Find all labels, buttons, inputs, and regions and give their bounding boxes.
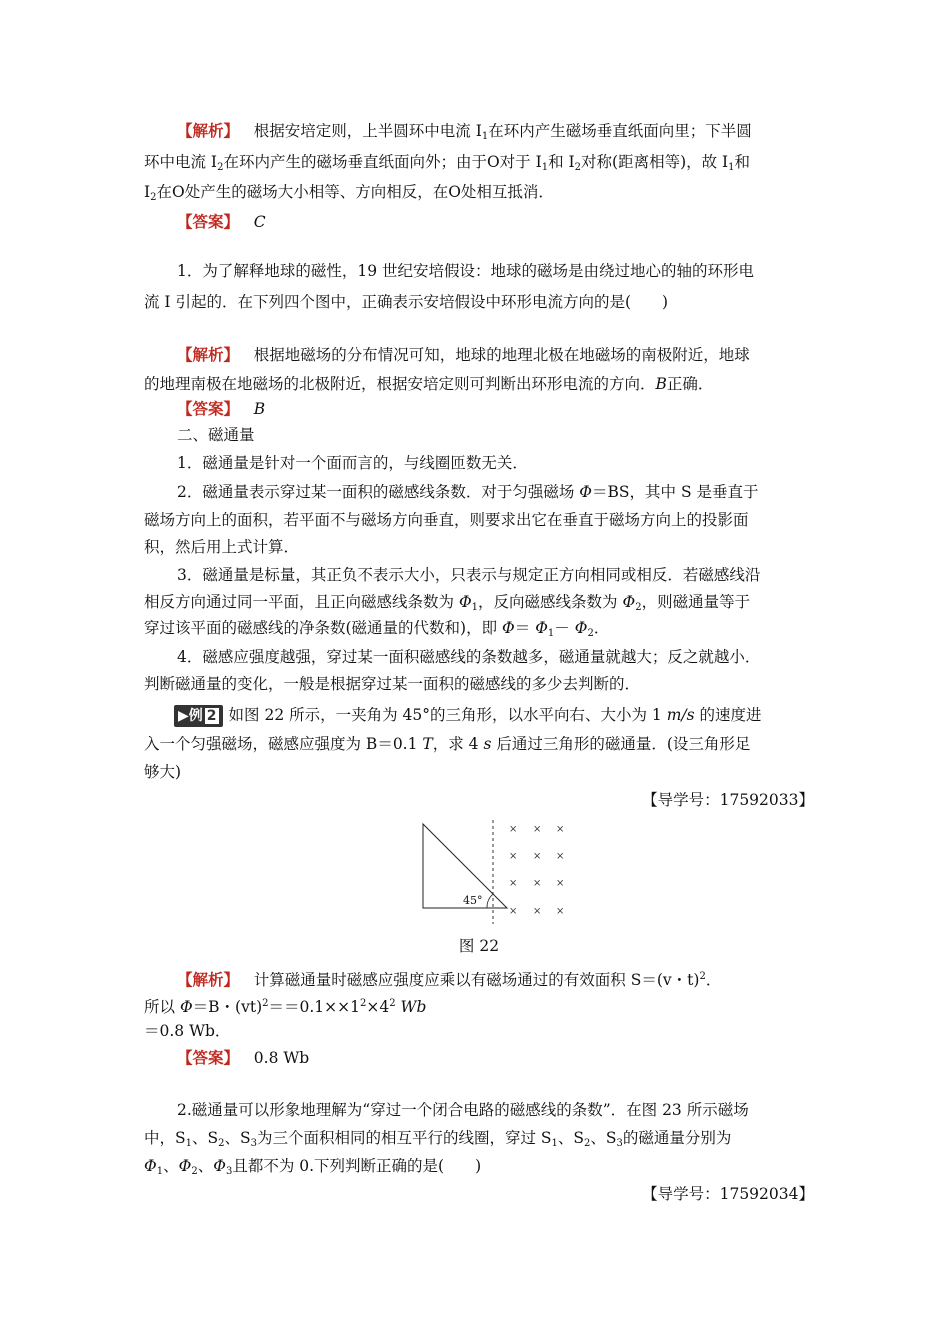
answer-tag: 【答案】 (177, 399, 240, 418)
section-point-3-line-3: 穿过该平面的磁感线的净条数(磁通量的代数和)，即 $\Phi= \Phi_1- \Phi_2$． (144, 619, 610, 639)
section-point-3-line-1: 3．磁通量是标量，其正负不表示大小，只表示与规定正方向相同或相反．若磁感线沿 (177, 566, 761, 584)
question-1-line-2: 流 I 引起的．在下列四个图中，正确表示安培假设中环形电流方向的是( ) (144, 293, 669, 311)
analysis-tag: 【解析】 (177, 970, 240, 989)
example-answer: 【答案】 0.8 Wb (177, 1048, 310, 1067)
section-point-2-line-3: 积，然后用上式计算． (144, 538, 300, 556)
analysis-line-1: 【解析】 根据安培定则，上半圆环中电流 $I_1$在环内产生磁场垂直纸面向里；下半圆 (177, 121, 752, 142)
example-badge: ▶例 2 (174, 705, 223, 727)
question-1-line-1: 1．为了解释地球的磁性，19 世纪安培假设：地球的磁场是由绕过地心的轴的环形电 (177, 262, 755, 280)
q1-analysis-line-1: 【解析】 根据地磁场的分布情况可知，地球的地理北极在地磁场的南极附近，地球 (177, 345, 750, 364)
section-point-4-line-1: 4．磁感应强度越强，穿过某一面积磁感线的条数越多，磁通量就越大；反之就越小． (177, 648, 761, 666)
example-analysis-line-3: ＝0.8 Wb． (144, 1022, 231, 1040)
analysis-tag: 【解析】 (177, 121, 240, 140)
analysis-line-3: $I_2$在O处产生的磁场大小相等、方向相反，在O处相互抵消． (144, 183, 554, 203)
field-cross-mark: × (533, 878, 542, 889)
guide-number-1: 【导学号：17592033】 (642, 791, 814, 809)
example-2-line-1: ▶例 2 如图 22 所示，一夹角为 45°的三角形，以水平向右、大小为 1 m/s 的速度进 (174, 704, 844, 727)
field-cross-mark: × (533, 824, 542, 835)
field-cross-mark: × (509, 906, 518, 917)
section-title: 二、磁通量 (177, 426, 255, 444)
answer-tag: 【答案】 (177, 212, 240, 231)
section-point-3-line-2: 相反方向通过同一平面，且正向磁感线条数为 $\Phi_1$，反向磁感线条数为 $\Phi_2$，则磁通量等于 (144, 593, 751, 613)
q1-analysis-line-2: 的地理南极在地磁场的北极附近，根据安培定则可判断出环形电流的方向．B正确． (144, 375, 714, 393)
field-cross-mark: × (509, 824, 518, 835)
angle-label: 45° (463, 894, 483, 907)
answer-tag: 【答案】 (177, 1048, 240, 1067)
field-cross-mark: × (533, 906, 542, 917)
section-point-1: 1．磁通量是针对一个面而言的，与线圈匝数无关． (177, 454, 528, 472)
field-cross-mark: × (556, 824, 565, 835)
question-2-line-2: 中，$S_1$、$S_2$、$S_3$为三个面积相同的相互平行的线圈，穿过 $S_1$、$S_2$、$S_3$的磁通量分别为 (144, 1129, 732, 1149)
field-cross-mark: × (533, 851, 542, 862)
analysis-tag: 【解析】 (177, 345, 240, 364)
example-analysis-line-2: 所以 Φ＝B・$(vt)^2==0.1\times\times 1^2\times 4^2$ Wb (144, 998, 427, 1016)
section-point-4-line-2: 判断磁通量的变化，一般是根据穿过某一面积的磁感线的多少去判断的． (144, 675, 641, 693)
figure-caption: 图 22 (458, 937, 500, 955)
figure-22 (415, 818, 575, 928)
field-cross-mark: × (556, 906, 565, 917)
angle-arc (487, 894, 493, 908)
guide-number-2: 【导学号：17592034】 (642, 1185, 814, 1203)
magnetic-field-crosses (509, 824, 564, 917)
question-2-line-3: $\Phi_1$、$\Phi_2$、$\Phi_3$且都不为 0.下列判断正确的是( ) (144, 1157, 482, 1177)
section-point-2-line-1: 2．磁通量表示穿过某一面积的磁感线条数．对于匀强磁场 Φ＝BS，其中 S 是垂直于 (177, 483, 759, 501)
question-2-line-1: 2.磁通量可以形象地理解为“穿过一个闭合电路的磁感线的条数”．在图 23 所示磁场 (177, 1101, 749, 1119)
q1-answer: 【答案】 B (177, 399, 266, 418)
example-2-line-2: 入一个匀强磁场，磁感应强度为 B＝0.1 T，求 4 s 后通过三角形的磁通量．(设三角形足 (144, 735, 751, 753)
section-point-2-line-2: 磁场方向上的面积，若平面不与磁场方向垂直，则要求出它在垂直于磁场方向上的投影面 (144, 511, 749, 529)
field-cross-mark: × (509, 878, 518, 889)
analysis-line-2: 环中电流 $I_2$在环内产生的磁场垂直纸面向外；由于O对于 $I_1$和 $I_2$对称(距离相等)，故 $I_1$和 (144, 153, 751, 173)
example-2-line-3: 够大) (144, 763, 182, 781)
answer-line-1: 【答案】 C (177, 212, 266, 231)
field-cross-mark: × (509, 851, 518, 862)
field-cross-mark: × (556, 878, 565, 889)
example-analysis-line-1: 【解析】 计算磁通量时磁感应强度应乘以有磁场通过的有效面积 S＝(v・t)$^2$． (177, 970, 722, 989)
field-cross-mark: × (556, 851, 565, 862)
